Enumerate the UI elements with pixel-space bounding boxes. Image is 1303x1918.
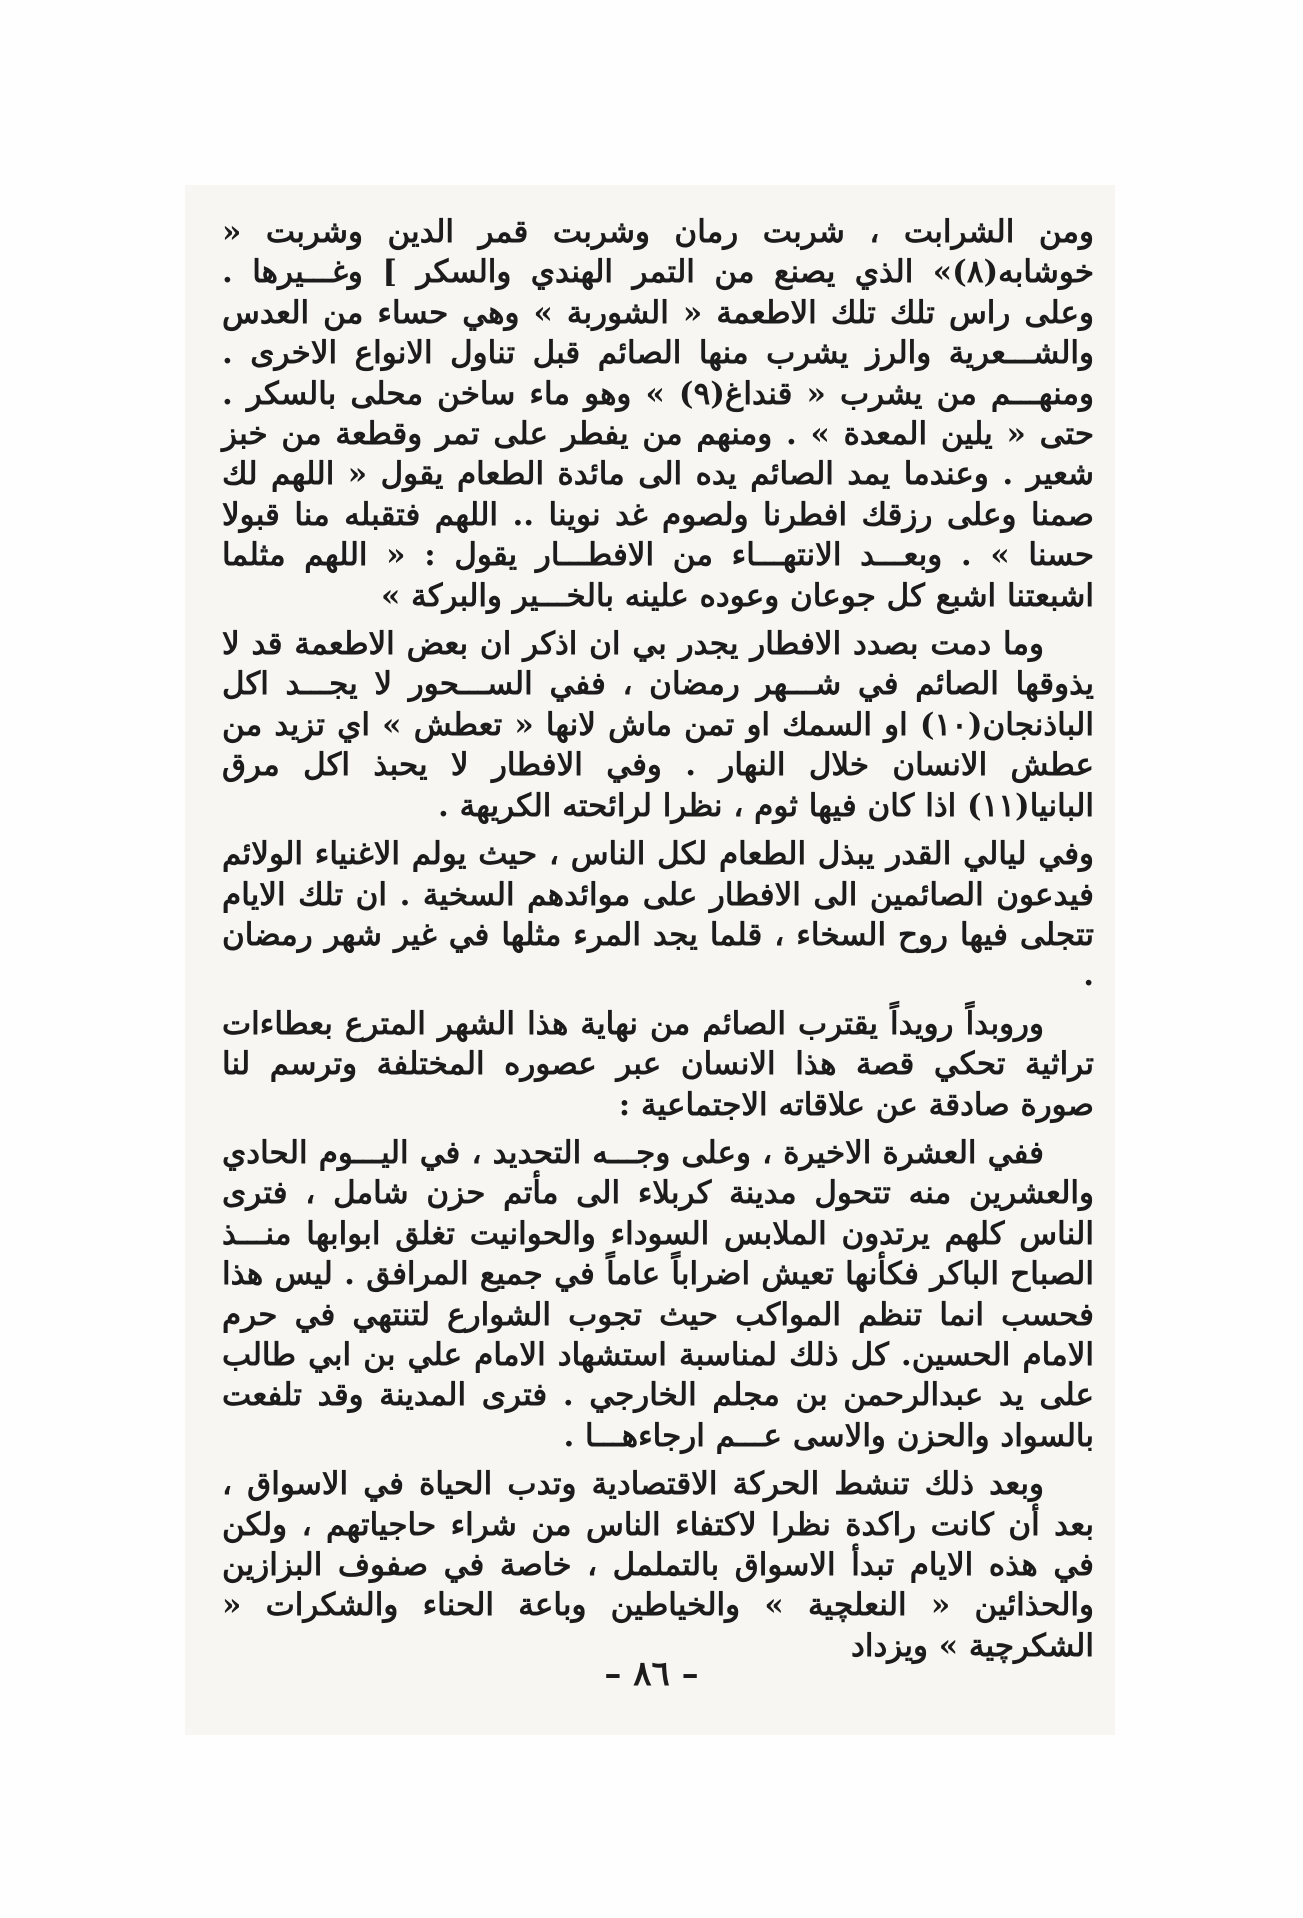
paragraph: وفي ليالي القدر يبذل الطعام لكل الناس ، حيث يولم الاغنياء الولائم فيدعون الصائمين الى الافطار على موائدهم السخية . ان تلك الايام تتجلى فيها روح السخاء ، قلما يجد المرء مثلها في غير شهر رمضان . — [222, 836, 1094, 994]
paragraph: وروبداً رويداً يقترب الصائم من نهاية هذا الشهر المترع بعطاءات تراثية تحكي قصة هذا الانسان عبر عصوره المختلفة وترسم لنا صورة صادقة عن علاقاته الاجتماعية : — [222, 1005, 1094, 1123]
paragraph: ومن الشرابت ، شربت رمان وشربت قمر الدين وشربت « خوشابه(٨)» الذي يصنع من التمر الهندي والسكر ] وغـــيرها . وعلى راس تلك تلك الاطعمة « الشوربة » وهي حساء من العدس والشـــعرية والرز يشرب منها الصائم قبل تناول الانواع الاخرى . ومنهـــم من يشرب « قنداغ(٩) » وهو ماء ساخن محلى بالسكر . حتى « يلين المعدة » . ومنهم من يفطر على تمر وقطعة من خبز شعير . وعندما يمد الصائم يده الى مائدة الطعام يقول « اللهم لك صمنا وعلى رزقك افطرنا ولصوم غد نوينا .. اللهم فتقبله منا قبولا حسنا » . وبعـــد الانتهـــاء من الافطـــار يقول : « اللهم مثلما اشبعتنا اشبع كل جوعان وعوده علينه بالخـــير والبركة » — [222, 214, 1095, 614]
paragraph: وبعد ذلك تنشط الحركة الاقتصادية وتدب الحياة في الاسواق ، بعد أن كانت راكدة نظرا لاكتفاء الناس من شراء حاجياتهم ، ولكن في هذه الايام تبدأ الاسواق بالتململ ، خاصة في صفوف البزازين والحذائين « النعلچية » والخياطين وباعة الحناء والشكرات « الشكرچية » ويزداد — [222, 1466, 1094, 1664]
body-text — [222, 212, 1094, 1666]
paragraph: وما دمت بصدد الافطار يجدر بي ان اذكر ان بعض الاطعمة قد لا يذوقها الصائم في شـــهر رمضان ، ففي الســـحور لا يجـــد اكل الباذنجان(١٠) او السمك او تمن ماش لانها « تعطش » اي تزيد من عطش الانسان خلال النهار . وفي الافطار لا يحبذ اكل مرق البانيا(١١) اذا كان فيها ثوم ، نظرا لرائحته الكريهة . — [222, 626, 1094, 824]
paragraph: ففي العشرة الاخيرة ، وعلى وجـــه التحديد ، في اليـــوم الحادي والعشرين منه تتحول مدينة كربلاء الى مأتم حزن شامل ، فترى الناس كلهم يرتدون الملابس السوداء والحوانيت تغلق ابوابها منـــذ الصباح الباكر فكأنها تعيش اضراباً عاماً في جميع المرافق . ليس هذا فحسب انما تنظم المواكب حيث تجوب الشوارع لتنتهي في حرم الامام الحسين. كل ذلك لمناسبة استشهاد الامام علي بن ابي طالب على يد عبدالرحمن بن مجلم الخارجي . فترى المدينة وقد تلفعت بالسواد والحزن والاسى عـــم ارجاءهـــا . — [222, 1134, 1094, 1454]
page-number: – ٨٦ – — [604, 1654, 699, 1694]
